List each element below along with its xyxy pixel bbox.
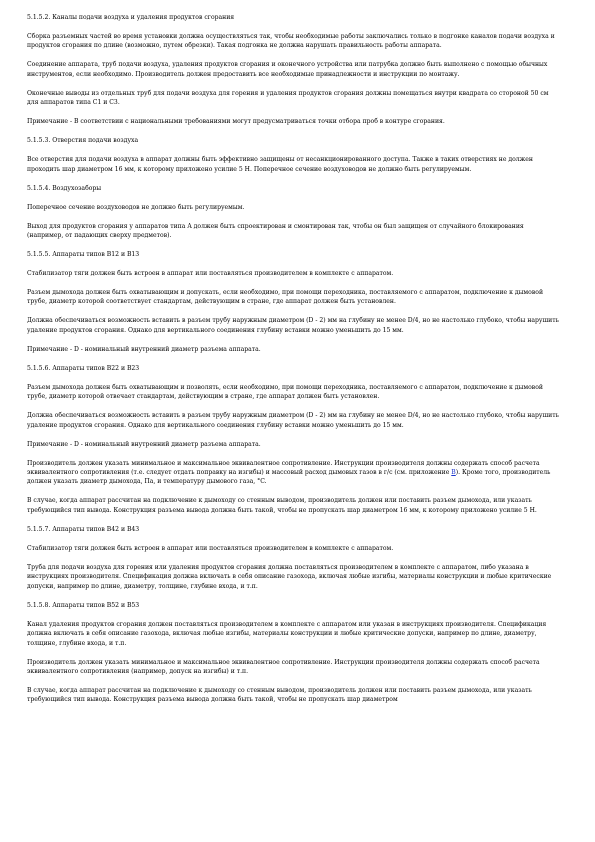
- section-heading: 5.1.5.6. Аппараты типов B22 и B23: [27, 364, 140, 372]
- paragraph: Выход для продуктов сгорания у аппаратов типа A должен быть спроектирован и смонтирован так, чтобы он был защищен от случайного блокирования (например, от падающих сверху предметов).: [27, 222, 524, 240]
- paragraph: Разъем дымохода должен быть охватывающим и допускать, если необходимо, при помощи переходника, поставляемого с аппаратом, подключение к дымовой трубе, диаметр которой соответствует стандартам, действующим в стране, где аппарат должен быть установлен.: [27, 289, 543, 306]
- section-heading: 5.1.5.2. Каналы подачи воздуха и удаления продуктов сгорания: [27, 14, 235, 21]
- paragraph: Канал удаления продуктов сгорания должен поставляться производителем в комплекте с аппаратом или указан в инструкциях производителя. Спецификация должна включать в себя описание газохода, включая любые изгибы, материалы конструкции и любые критические допуски, например по длине, диаметру, толщине, глубине входа, и т.п.: [27, 620, 547, 647]
- section-heading: 5.1.5.5. Аппараты типов B12 и B13: [27, 251, 140, 259]
- section-heading: 5.1.5.8. Аппараты типов B52 и B53: [27, 601, 140, 609]
- paragraph: В случае, когда аппарат рассчитан на подключение к дымоходу со стенным выводом, производитель должен или поставить разъем дымохода, или указать требующийся тип вывода. Конструкция разъема вывода должна быть такой, чтобы не пропускать шар диаметром 16 мм, к которому приложено усилие 5 Н.: [27, 497, 537, 514]
- section-heading: 5.1.5.3. Отверстия подачи воздуха: [27, 137, 139, 145]
- paragraph: Соединение аппарата, труб подачи воздуха, удаления продуктов сгорания и оконечного устройства или патрубка должно быть выполнено с помощью обычных инструментов, если необходимо. Производитель должен предоставить все необходимые принадлежности и инструкции по монтажу.: [27, 61, 548, 78]
- paragraph: Сборка разъемных частей во время установки должна осуществляться так, чтобы необходимые работы заключались только в подгонке каналов подачи воздуха и продуктов сгорания по длине (возможно, путем обрезки). Такая подгонка не должна нарушать правильность работы аппарата.: [27, 33, 555, 50]
- appendix-link[interactable]: B: [451, 469, 456, 477]
- section-heading: 5.1.5.7. Аппараты типов B42 и B43: [27, 525, 140, 533]
- paragraph-with-link: [27, 459, 559, 487]
- paragraph: Производитель должен указать минимальное и максимальное эквивалентное сопротивление. Инструкции производителя должны содержать способ расчета эквивалентного сопротивления (например, допуск на изгибы) и т.п.: [27, 658, 540, 675]
- paragraph-text: Производитель должен указать минимальное и максимальное эквивалентное сопротивление. Инструкции производителя должны содержать способ расчета эквивалентного сопротивления (т.е. следует отдать поправку на изгибы) и массовый расход дымовых газов в г/с (см. приложение: [27, 459, 540, 477]
- note-paragraph: Примечание - D - номинальный внутренний диаметр разъема аппарата.: [27, 345, 261, 353]
- paragraph: Должна обеспечиваться возможность вставить в разъем трубу наружным диаметром (D - 2) мм на глубину не менее D/4, но не настолько глубоко, чтобы нарушить удаление продуктов сгорания. Однако для вертикального соединения глубину вставки можно уменьшить до 15 мм.: [27, 412, 559, 429]
- note-paragraph: Примечание - В соответствии с национальными требованиями могут предусматриваться точки отбора проб в контуре сгорания.: [27, 118, 445, 126]
- paragraph-text: ). Кроме того, производитель должен указать диаметр дымохода, Па, и температуру дымового газа, °C.: [27, 469, 551, 486]
- section-heading: 5.1.5.4. Воздухозаборы: [27, 184, 102, 192]
- paragraph: Поперечное сечение воздуховодов не должно быть регулируемым.: [27, 203, 245, 211]
- paragraph: Все отверстия для подачи воздуха в аппарат должны быть эффективно защищены от несанкционированного доступа. Также в таких отверстиях не должен проходить шар диаметром 16 мм, к которому приложено усилие 5 Н. Поперечное сечение воздуховодов не должно быть регулируемым.: [27, 156, 533, 173]
- paragraph: Стабилизатор тяги должен быть встроен в аппарат или поставляться производителем в комплекте с аппаратом.: [27, 270, 394, 278]
- paragraph: Должна обеспечиваться возможность вставить в разъем трубу наружным диаметром (D - 2) мм на глубину не менее D/4, но не настолько глубоко, чтобы нарушить удаление продуктов сгорания. Однако для вертикального соединения глубину вставки можно уменьшить до 15 мм.: [27, 317, 559, 334]
- paragraph: Оконечные выводы из отдельных труб для подачи воздуха для горения и удаления продуктов сгорания должны помещаться внутри квадрата со стороной 50 см для аппаратов типа C1 и C3.: [27, 89, 549, 107]
- paragraph: Труба для подачи воздуха для горения или удаления продуктов сгорания должна поставляться производителем в комплекте с аппаратом, либо указана в инструкциях производителя. Спецификация должна включать в себя описание газохода, включая любые изгибы, материалы конструкции и любые критические допуски, например по длине, диаметру, толщине, глубине входа, и т.п.: [27, 563, 552, 590]
- paragraph: Разъем дымохода должен быть охватывающим и позволять, если необходимо, при помощи переходника, поставляемого с аппаратом, подключение к дымовой трубе, диаметр которой отвечает стандартам, действующим в стране, где аппарат должен быть установлен.: [27, 383, 543, 401]
- note-paragraph: Примечание - D - номинальный внутренний диаметр разъема аппарата.: [27, 440, 261, 448]
- paragraph: Стабилизатор тяги должен быть встроен в аппарат или поставляться производителем в комплекте с аппаратом.: [27, 544, 394, 552]
- paragraph: В случае, когда аппарат рассчитан на подключение к дымоходу со стенным выводом, производитель должен или поставить разъем дымохода, или указать требующийся тип вывода. Конструкция разъема вывода должна быть такой, чтобы не пропускать шар диаметром: [27, 686, 532, 704]
